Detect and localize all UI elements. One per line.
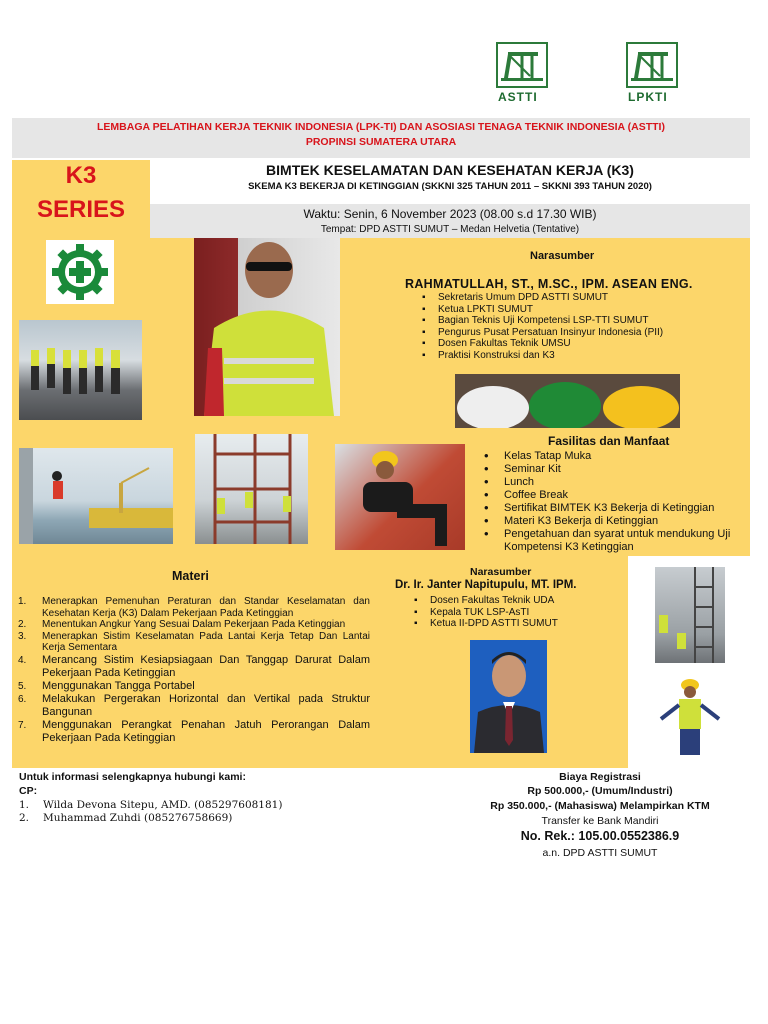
list-item: ▪ Sekretaris Umum DPD ASTTI SUMUT <box>416 292 663 304</box>
climber-figure <box>335 444 465 550</box>
list-item: • Seminar Kit <box>476 463 748 476</box>
list-item: 1. Wilda Devona Sitepu, AMD. (085297608181) <box>19 799 283 811</box>
speaker2-figure <box>470 640 547 753</box>
contact-cp-label: CP: <box>19 785 38 797</box>
list-item: ▪ Dosen Fakultas Teknik UMSU <box>416 338 663 350</box>
harness-figure <box>655 675 725 759</box>
org-line-1: LEMBAGA PELATIHAN KERJA TEKNIK INDONESIA (LPK-TI) DAN ASOSIASI TENAGA TEKNIK INDONESIA (ASTTI) <box>97 121 665 133</box>
facilities-list <box>476 450 748 554</box>
ladder-photo <box>655 567 725 663</box>
crane-icon <box>498 44 546 86</box>
list-item: ▪ Ketua LPKTI SUMUT <box>416 304 663 316</box>
list-item: ▪ Praktisi Konstruksi dan K3 <box>416 350 663 362</box>
scaffold-figure <box>195 434 308 544</box>
list-item: 2. Muhammad Zuhdi (085276758669) <box>19 812 233 824</box>
harness-photo <box>655 675 725 759</box>
helmets-figure <box>455 374 680 428</box>
list-item: ▪ Bagian Teknis Uji Kompetensi LSP-TTI SUMUT <box>416 315 663 327</box>
registration-account-name: a.n. DPD ASTTI SUMUT <box>542 847 658 859</box>
workers-group-photo <box>19 320 142 420</box>
list-item: • Materi K3 Bekerja di Ketinggian <box>476 515 748 528</box>
list-item: 1. Menerapkan Pemenuhan Peraturan dan Standar Keselamatan dan Kesehatan Kerja (K3) Dalam Pekerjaan Pada Ketinggian <box>18 596 370 619</box>
event-time: Waktu: Senin, 6 November 2023 (08.00 s.d 17.30 WIB) <box>303 207 597 221</box>
list-item: ▪ Dosen Fakultas Teknik UDA <box>408 595 558 607</box>
series-line-2: SERIES <box>36 196 126 223</box>
registration-transfer: Transfer ke Bank Mandiri <box>541 815 659 827</box>
speaker2-roles <box>408 595 558 630</box>
speaker1-photo <box>194 238 340 416</box>
list-item: ▪ Pengurus Pusat Persatuan Insinyur Indonesia (PII) <box>416 327 663 339</box>
helmets-photo <box>455 374 680 428</box>
ladder-figure <box>655 567 725 663</box>
list-item: 5. Menggunakan Tangga Portabel <box>18 679 195 692</box>
registration-heading: Biaya Registrasi <box>559 771 641 783</box>
astti-logo-label: ASTTI <box>498 90 538 104</box>
list-item: ▪ Ketua II-DPD ASTTI SUMUT <box>408 618 558 630</box>
org-line-2: PROPINSI SUMATERA UTARA <box>305 136 457 148</box>
list-item: • Pengetahuan dan syarat untuk mendukung Uji Kompetensi K3 Ketinggian <box>476 528 748 554</box>
offshore-figure <box>19 448 173 544</box>
crane-icon <box>628 44 676 86</box>
contact-list <box>19 799 282 825</box>
list-item: 2. Menentukan Angkur Yang Sesuai Dalam Pekerjaan Pada Ketinggian <box>18 619 346 631</box>
list-item: • Coffee Break <box>476 489 748 502</box>
speaker2-photo <box>470 640 547 753</box>
k3-gear-cross-icon <box>46 240 114 304</box>
scaffold-photo <box>195 434 308 544</box>
list-item: • Lunch <box>476 476 748 489</box>
climber-photo <box>335 444 465 550</box>
list-item: 3. Menerapkan Sistim Keselamatan Pada Lantai Kerja Tetap Dan Lantai Kerja Sementara <box>18 630 370 654</box>
astti-logo <box>496 42 548 88</box>
lpkti-logo <box>626 42 678 88</box>
speaker2-name: Dr. Ir. Janter Napitupulu, MT. IPM. <box>395 579 577 591</box>
event-scheme: SKEMA K3 BEKERJA DI KETINGGIAN (SKKNI 325 TAHUN 2011 – SKKNI 393 TAHUN 2020) <box>248 181 652 192</box>
event-title: BIMTEK KESELAMATAN DAN KESEHATAN KERJA (K3) <box>266 162 634 178</box>
contact-heading: Untuk informasi selengkapnya hubungi kami: <box>19 771 246 783</box>
registration-price-general: Rp 500.000,- (Umum/Industri) <box>527 785 673 797</box>
speaker2-heading: Narasumber <box>470 566 532 578</box>
speaker1-name: RAHMATULLAH, ST., M.SC., IPM. ASEAN ENG. <box>405 277 693 291</box>
series-line-1: K3 <box>65 162 97 189</box>
registration-account: No. Rek.: 105.00.0552386.9 <box>520 829 680 843</box>
list-item: • Kelas Tatap Muka <box>476 450 748 463</box>
materi-heading: Materi <box>172 569 209 583</box>
speaker1-figure <box>194 238 340 416</box>
list-item: 7. Menggunakan Perangkat Penahan Jatuh Perorangan Dalam Pekerjaan Pada Ketinggian <box>18 718 370 744</box>
k3-emblem <box>46 240 114 304</box>
list-item: 6. Melakukan Pergerakan Horizontal dan Vertikal pada Struktur Bangunan <box>18 692 370 718</box>
list-item: ▪ Kepala TUK LSP-AsTI <box>408 607 558 619</box>
event-place: Tempat: DPD ASTTI SUMUT – Medan Helvetia (Tentative) <box>320 224 580 235</box>
list-item: • Sertifikat BIMTEK K3 Bekerja di Ketinggian <box>476 502 748 515</box>
lpkti-logo-label: LPKTI <box>628 90 668 104</box>
registration-price-student: Rp 350.000,- (Mahasiswa) Melampirkan KTM <box>490 800 710 812</box>
speaker1-roles <box>416 292 663 361</box>
workers-figures <box>19 320 142 420</box>
offshore-photo <box>19 448 173 544</box>
materi-list <box>18 596 370 745</box>
facilities-heading: Fasilitas dan Manfaat <box>548 434 670 448</box>
list-item: 4. Merancang Sistim Kesiapsiagaan Dan Tanggap Darurat Dalam Pekerjaan Pada Ketinggian <box>18 653 370 679</box>
speaker1-heading: Narasumber <box>530 250 595 262</box>
